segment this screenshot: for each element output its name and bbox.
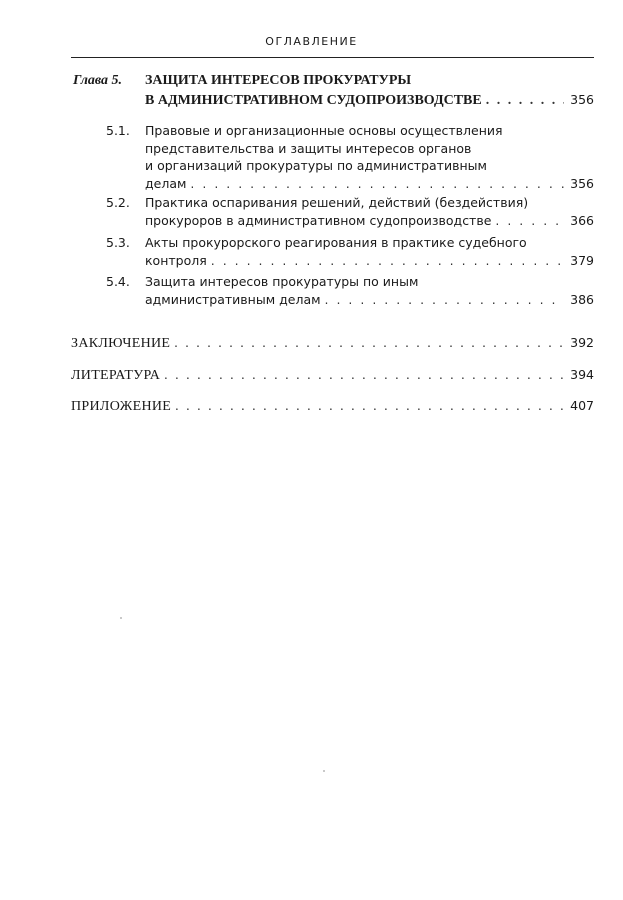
back-matter-leader <box>71 397 594 416</box>
section-title-line: представительства и защиты интересов органов <box>145 140 472 156</box>
back-matter-title: ЗАКЛЮЧЕНИЕ <box>71 336 171 351</box>
section-number: 5.1. <box>106 123 130 138</box>
section-title-line: Правовые и организационные основы осуществления <box>145 123 503 138</box>
back-matter-leader <box>71 334 594 353</box>
page-number: 356 <box>570 175 594 191</box>
page-number: 392 <box>570 335 594 350</box>
toc-entry-5-4[interactable] <box>145 273 594 308</box>
toc-entry-conclusion[interactable] <box>71 334 594 353</box>
section-title-line: административным делам <box>145 291 321 307</box>
section-leader <box>145 291 594 309</box>
section-title-line: Акты прокурорского реагирования в практике судебного <box>145 235 527 250</box>
toc-entry-5-2[interactable] <box>145 194 594 229</box>
chapter-label: Глава 5. <box>73 73 123 88</box>
page-number: 379 <box>570 252 594 268</box>
chapter-title-line: В АДМИНИСТРАТИВНОМ СУДОПРОИЗВОДСТВЕ <box>145 93 482 108</box>
section-number: 5.2. <box>106 195 130 210</box>
section-leader <box>145 252 594 270</box>
running-head: ОГЛАВЛЕНИЕ <box>265 35 358 48</box>
toc-entry-5-1[interactable] <box>145 122 594 192</box>
page-number: 386 <box>570 291 594 307</box>
section-leader <box>145 212 594 230</box>
page-number: 366 <box>570 212 594 228</box>
page-number: 394 <box>570 367 594 382</box>
header-rule <box>71 57 594 58</box>
back-matter-leader <box>71 366 594 385</box>
chapter-title-line: ЗАЩИТА ИНТЕРЕСОВ ПРОКУРАТУРЫ <box>145 73 412 88</box>
section-number: 5.3. <box>106 235 130 250</box>
section-leader <box>145 175 594 193</box>
page-number: 356 <box>570 92 594 107</box>
dot-leader <box>190 175 564 193</box>
dot-leader <box>164 367 564 385</box>
toc-entry-literature[interactable] <box>71 366 594 385</box>
dot-leader <box>175 398 564 416</box>
toc-entry-5-3[interactable] <box>145 234 594 269</box>
back-matter-title: ПРИЛОЖЕНИЕ <box>71 399 172 414</box>
dot-leader <box>174 335 564 353</box>
section-title-line: и организаций прокуратуры по административным <box>145 158 487 173</box>
paper-speck <box>120 617 122 619</box>
section-title-line: прокуроров в административном судопроизводстве <box>145 212 492 228</box>
chapter-title-leader <box>145 91 594 111</box>
toc-entry-appendix[interactable] <box>71 397 594 416</box>
back-matter-title: ЛИТЕРАТУРА <box>71 368 161 383</box>
section-title-line: делам <box>145 175 187 191</box>
page-number: 407 <box>570 398 594 413</box>
dot-leader <box>325 291 565 309</box>
dot-leader <box>495 212 564 230</box>
section-title-line: контроля <box>145 252 207 268</box>
section-title-line: Защита интересов прокуратуры по иным <box>145 274 419 289</box>
dot-leader <box>211 252 564 270</box>
section-title-line: Практика оспаривания решений, действий (бездействия) <box>145 195 529 210</box>
dot-leader <box>486 91 564 111</box>
paper-speck <box>323 770 325 772</box>
section-number: 5.4. <box>106 274 130 289</box>
chapter-title[interactable] <box>145 71 594 111</box>
